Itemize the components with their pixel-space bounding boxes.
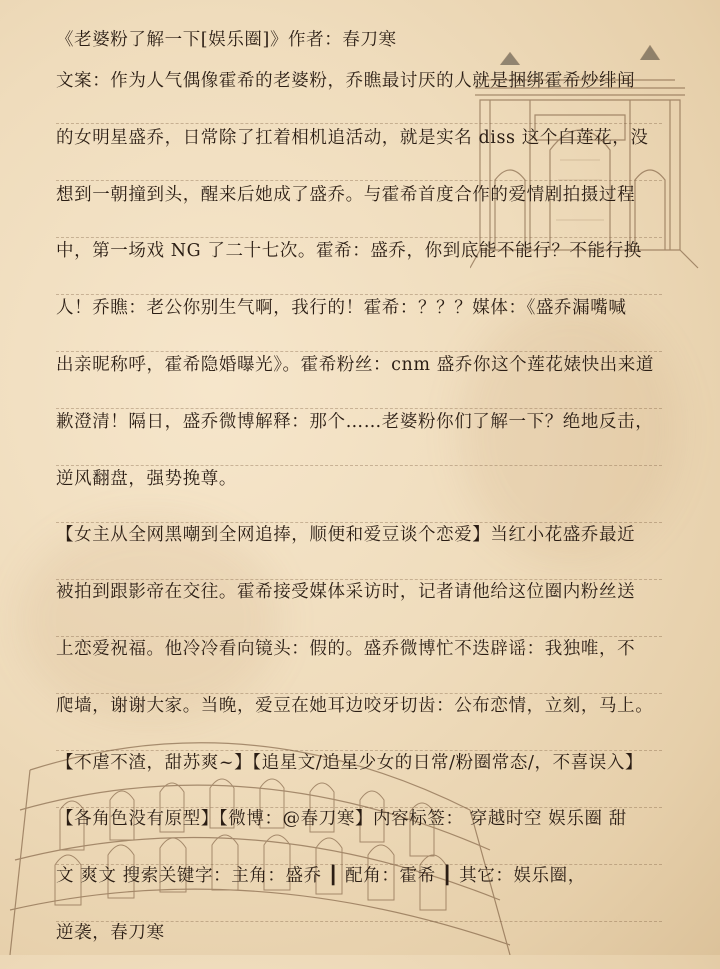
text-line: 人！乔瞧：老公你别生气啊，我行的！霍希：？？？媒体：《盛乔漏嘴喊 xyxy=(56,298,627,319)
text-line: 文案：作为人气偶像霍希的老婆粉，乔瞧最讨厌的人就是捆绑霍希炒绯闻 xyxy=(56,71,636,91)
text-line: 上恋爱祝福。他冷冷看向镜头：假的。盛乔微博忙不迭辟谣：我独唯，不 xyxy=(56,638,636,659)
text-line: 歉澄清！隔日，盛乔微博解释：那个……老婆粉你们了解一下？绝地反击， xyxy=(56,411,654,432)
text-line: 的女明星盛乔，日常除了扛着相机追活动，就是实名 diss 这个白莲花，没 xyxy=(56,127,649,148)
text-line: 想到一朝撞到头，醒来后她成了盛乔。与霍希首度合作的爱情剧拍摄过程 xyxy=(56,184,636,205)
document-title: 《老婆粉了解一下[娱乐圈]》作者：春刀寒 xyxy=(56,30,397,50)
text-line: 被拍到跟影帝在交往。霍希接受媒体采访时，记者请他给这位圈内粉丝送 xyxy=(56,582,636,603)
text-line: 【不虐不渣，甜苏爽~】【追星文/追星少女的日常/粉圈常态/，不喜误入】 xyxy=(56,752,644,773)
document-text xyxy=(56,20,668,969)
text-line: 文 爽文 搜索关键字：主角：盛乔 ┃ 配角：霍希 ┃ 其它：娱乐圈， xyxy=(56,866,586,887)
text-line: 【女主从全网黑嘲到全网追捧，顺便和爱豆谈个恋爱】当红小花盛乔最近 xyxy=(56,525,636,546)
text-line: 爬墙，谢谢大家。当晚，爱豆在她耳边咬牙切齿：公布恋情，立刻，马上。 xyxy=(56,695,654,716)
text-line: 中，第一场戏 NG 了二十七次。霍希：盛乔，你到底能不能行？不能行换 xyxy=(56,241,642,262)
text-line: 【各角色没有原型】【微博：@春刀寒】内容标签： 穿越时空 娱乐圈 甜 xyxy=(56,809,627,830)
text-line: 逆袭，春刀寒 xyxy=(56,922,165,943)
text-line: 出亲昵称呼，霍希隐婚曝光》。霍希粉丝：cnm 盛乔你这个莲花婊快出来道 xyxy=(56,354,654,375)
text-line: 逆风翻盘，强势挽尊。 xyxy=(56,468,237,489)
